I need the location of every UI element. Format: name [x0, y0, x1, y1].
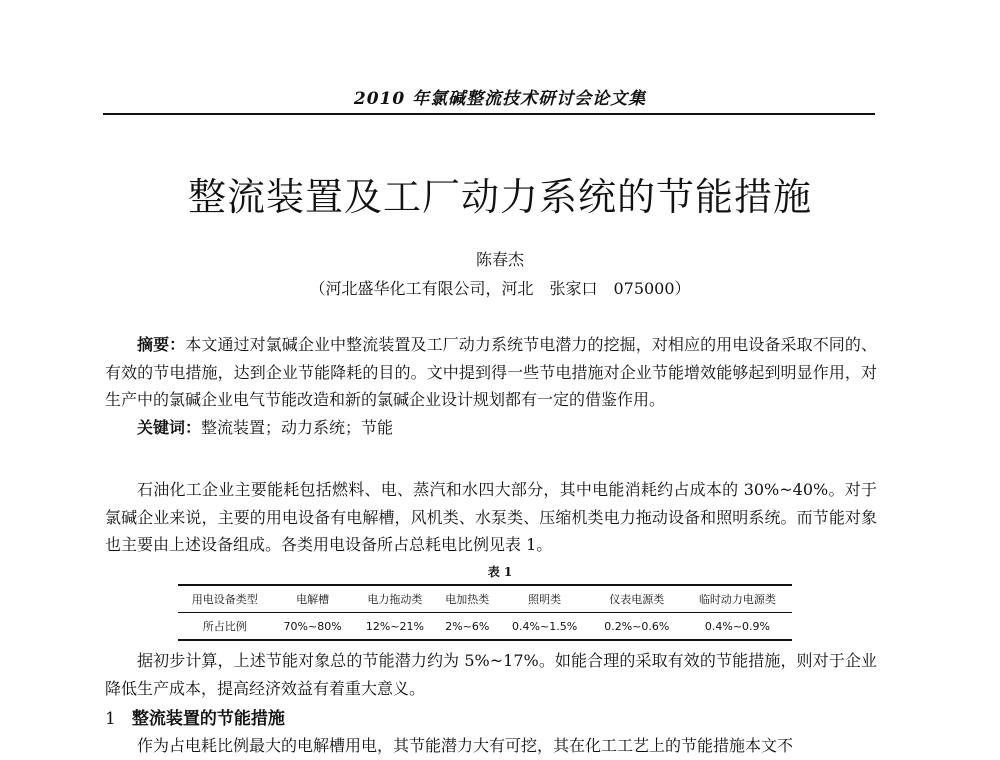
section-title: 整流装置的节能措施: [131, 709, 285, 729]
table-header-cell: 照明类: [528, 593, 562, 606]
table-caption: 表 1: [487, 565, 513, 579]
abstract-text: 本文通过对氯碱企业中整流装置及工厂动力系统节电潜力的挖掘，对相应的用电设备采取不同的、有效的节电措施，达到企业节能降耗的目的。文中提到得一些节电措施对企业节能增效能够起到明显作用，对生产中的氯碱企业电气节能改造和新的氯碱企业设计规划都有一定的借鉴作用。: [105, 335, 877, 409]
section-heading: [105, 704, 285, 729]
body-paragraph-3: 作为占电耗比例最大的电解槽用电，其节能潜力大有可挖，其在化工工艺上的节能措施本文不: [137, 736, 794, 755]
table-header-cell: 仪表电源类: [609, 593, 665, 606]
header-rule: [103, 113, 875, 115]
author-affiliation: （河北盛华化工有限公司，河北 张家口 075000）: [309, 279, 691, 298]
author-name: 陈春杰: [475, 250, 524, 269]
body-paragraph-1: 石油化工企业主要能耗包括燃料、电、蒸汽和水四大部分，其中电能消耗约占成本的 30%~40%。对于氯碱企业来说，主要的用电设备有电解槽，风机类、水泵类、压缩机类电力拖动设备和照明系统。而节能对象也主要由上述设备组成。各类用电设备所占总耗电比例见表 1。: [105, 480, 877, 554]
table-row: [178, 613, 792, 641]
table-header-row: [178, 585, 792, 613]
table-header-cell: 电力拖动类: [367, 593, 423, 606]
section-number: 1: [105, 709, 116, 729]
table-cell: 70%~80%: [283, 619, 342, 633]
table-header-cell: 用电设备类型: [191, 593, 258, 606]
paper-title: 整流装置及工厂动力系统的节能措施: [187, 175, 812, 219]
table-cell: 0.2%~0.6%: [604, 619, 670, 633]
table-cell: 0.4%~0.9%: [704, 619, 770, 633]
table-cell: 所占比例: [202, 620, 247, 633]
table-header-cell: 电解槽: [296, 593, 330, 606]
body-paragraph-2: 据初步计算，上述节能对象总的节能潜力约为 5%~17%。如能合理的采取有效的节能措施，则对于企业降低生产成本，提高经济效益有着重大意义。: [105, 651, 877, 698]
running-header: 2010 年氯碱整流技术研讨会论文集: [353, 89, 647, 109]
abstract: [105, 331, 877, 414]
power-consumption-table: [178, 584, 792, 641]
table-cell: 12%~21%: [365, 619, 424, 633]
abstract-label: 摘要：: [137, 335, 186, 354]
table-header-cell: 临时动力电源类: [698, 593, 776, 606]
keywords-label: 关键词：: [137, 418, 202, 437]
keywords-text: 整流装置；动力系统；节能: [201, 418, 394, 437]
table-cell: 0.4%~1.5%: [512, 619, 578, 633]
table-cell: 2%~6%: [445, 619, 490, 633]
table-header-cell: 电加热类: [445, 593, 490, 606]
keywords: [105, 414, 877, 442]
